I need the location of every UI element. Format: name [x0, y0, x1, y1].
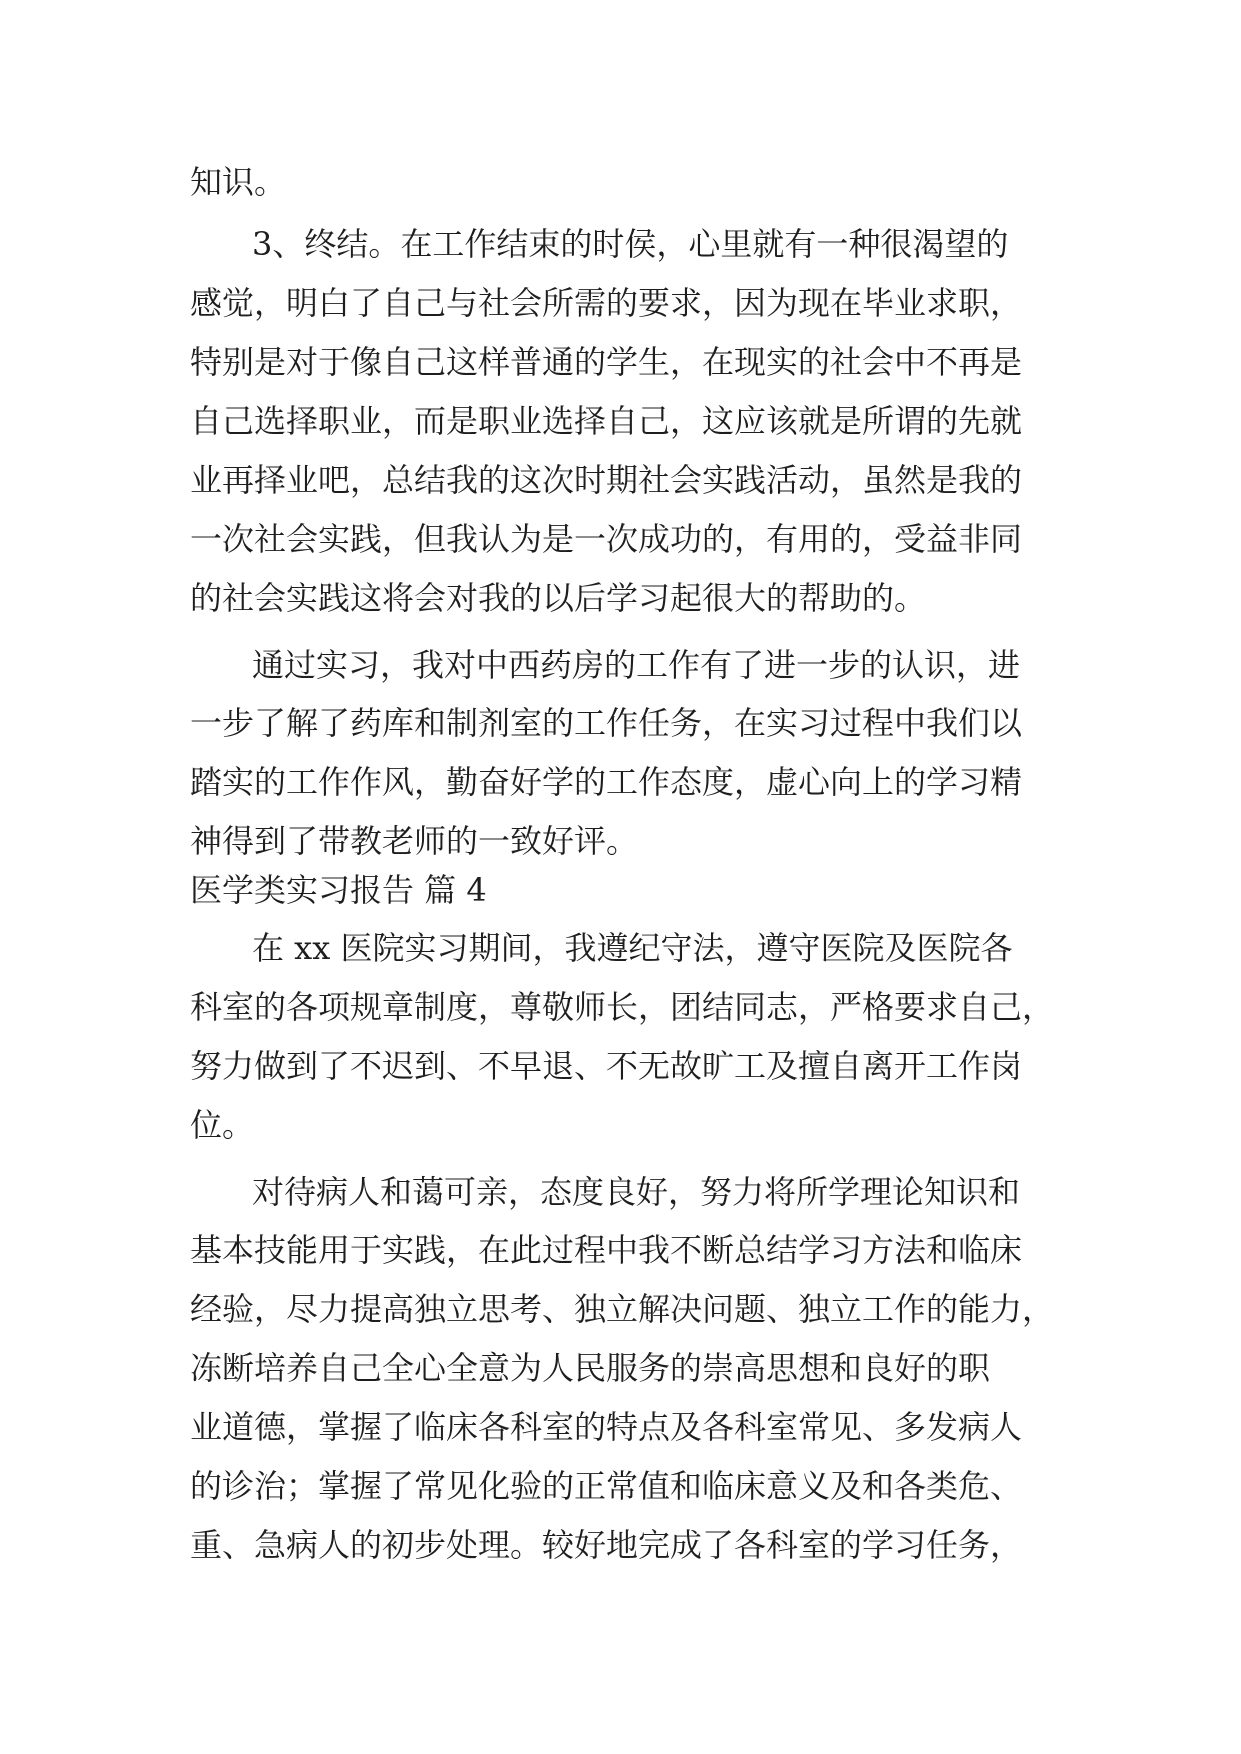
paragraph-first-line	[0, 224, 1241, 264]
line-text: 科室的各项规章制度，尊敬师长，团结同志，严格要求自己，	[190, 988, 1055, 1026]
text-line	[0, 1348, 1241, 1388]
line-text: 业道德，掌握了临床各科室的特点及各科室常见、多发病人	[190, 1408, 1023, 1446]
line-text: 基本技能用于实践，在此过程中我不断总结学习方法和临床	[190, 1231, 1023, 1269]
line-text: 业再择业吧，总结我的这次时期社会实践活动，虽然是我的	[190, 461, 1023, 499]
line-text: 踏实的工作作风，勤奋好学的工作态度，虚心向上的学习精	[190, 763, 1023, 801]
line-text: 感觉，明白了自己与社会所需的要求，因为现在毕业求职，	[190, 284, 1023, 322]
line-text: 位。	[190, 1106, 255, 1144]
line-text: 特别是对于像自己这样普通的学生，在现实的社会中不再是	[190, 343, 1023, 381]
line-text: 经验，尽力提高独立思考、独立解决问题、独立工作的能力，	[190, 1290, 1055, 1328]
text-line	[0, 1046, 1241, 1086]
text-line	[0, 703, 1241, 743]
line-text: 努力做到了不迟到、不早退、不无故旷工及擅自离开工作岗	[190, 1047, 1023, 1085]
line-text: 神得到了带教老师的一致好评。	[190, 822, 639, 860]
text-line	[0, 1230, 1241, 1270]
text-line	[0, 578, 1241, 618]
line-text: 通过实习，我对中西药房的工作有了进一步的认识，进	[252, 646, 1021, 684]
line-text: 的诊治；掌握了常见化验的正常值和临床意义及和各类危、	[190, 1467, 1023, 1505]
line-text: 对待病人和蔼可亲，态度良好，努力将所学理论知识和	[252, 1173, 1021, 1211]
text-line	[0, 1525, 1241, 1565]
text-line	[0, 342, 1241, 382]
text-line	[0, 519, 1241, 559]
line-text: 一次社会实践，但我认为是一次成功的，有用的，受益非同	[190, 520, 1023, 558]
text-line	[0, 1466, 1241, 1506]
text-line	[0, 401, 1241, 441]
line-text: 自己选择职业，而是职业选择自己，这应该就是所谓的先就	[190, 402, 1023, 440]
text-line	[0, 283, 1241, 323]
text-line	[0, 460, 1241, 500]
text-line	[0, 1289, 1241, 1329]
line-text: 在 xx 医院实习期间，我遵纪守法，遵守医院及医院各	[252, 929, 1013, 967]
text-line	[0, 987, 1241, 1027]
line-text: 重、急病人的初步处理。较好地完成了各科室的学习任务，	[190, 1526, 1023, 1564]
text-line	[0, 162, 1241, 202]
paragraph-first-line	[0, 645, 1241, 685]
text-line	[0, 821, 1241, 861]
line-text: 一步了解了药库和制剂室的工作任务，在实习过程中我们以	[190, 704, 1023, 742]
text-line	[0, 1407, 1241, 1447]
section-heading	[0, 870, 1241, 910]
text-line	[0, 1105, 1241, 1145]
line-text: 知识。	[190, 163, 287, 201]
section-heading-text: 医学类实习报告 篇 4	[190, 871, 487, 909]
line-text: 的社会实践这将会对我的以后学习起很大的帮助的。	[190, 579, 927, 617]
line-text: 3、终结。在工作结束的时侯，心里就有一种很渴望的	[252, 225, 1009, 263]
paragraph-first-line	[0, 928, 1241, 968]
paragraph-first-line	[0, 1172, 1241, 1212]
text-line	[0, 762, 1241, 802]
line-text: 冻断培养自己全心全意为人民服务的崇高思想和良好的职	[190, 1349, 991, 1387]
